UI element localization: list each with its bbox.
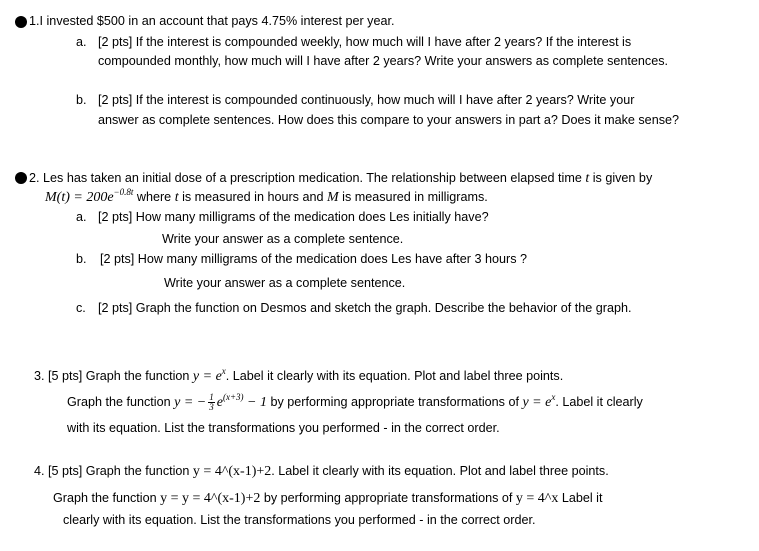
q4-line3: clearly with its equation. List the transformations you performed - in the correct order. xyxy=(63,513,536,527)
q3-eq1: $y = e^x$ xyxy=(192,366,226,384)
q1-b-label: b. xyxy=(76,93,87,107)
q2-b-text: [2 pts] How many milligrams of the medication does Les have after 3 hours ? xyxy=(100,252,527,266)
q2-var-M: M xyxy=(327,190,339,205)
bullet-dot-q2 xyxy=(15,172,27,184)
q3-line2-a: Graph the function xyxy=(67,395,171,409)
q4-line1 xyxy=(34,463,609,480)
q2-var-t: t xyxy=(585,171,590,186)
q3-line1-a: 3. [5 pts] Graph the function xyxy=(34,369,190,383)
q2-c-text: [2 pts] Graph the function on Desmos and sketch the graph. Describe the behavior of the graph. xyxy=(98,301,632,315)
q2-a-label: a. xyxy=(76,210,87,224)
q4-line2-a: Graph the function xyxy=(53,491,157,505)
q4-eq2: y = y = 4^(x-1)+2 xyxy=(160,491,261,506)
q2-formula: $M(t) = 200e^{-0.8t}$ xyxy=(45,187,134,205)
q3-line3: with its equation. List the transformations you performed - in the correct order. xyxy=(67,421,500,435)
q2-formula-exponent: −0.8t xyxy=(113,187,134,197)
q4-line1-a: 4. [5 pts] Graph the function xyxy=(34,464,190,478)
q2-b-label: b. xyxy=(76,252,87,266)
q2-var-t-2: t xyxy=(174,190,179,205)
q3-eq2: y = − $\frac{1}{3}$ $e^{(x+3)} - 1$ xyxy=(174,392,267,413)
q4-eq1: y = 4^(x-1)+2 xyxy=(192,464,272,479)
q1-number: 1. xyxy=(29,14,40,28)
q4-line2-c: Label it xyxy=(561,491,603,505)
q2-a-text: [2 pts] How many milligrams of the medication does Les initially have? xyxy=(98,210,489,224)
q2-c-label: c. xyxy=(76,301,86,315)
q1-a-label: a. xyxy=(76,35,87,49)
q1-b-line1: [2 pts] If the interest is compounded continuously, how much will I have after 2 years? Write your xyxy=(98,93,635,107)
q2-stem-line2 xyxy=(45,189,488,206)
q3-line2-c: . Label it clearly xyxy=(555,395,643,409)
q3-line2 xyxy=(67,392,643,413)
q3-eq3: $y = e^x$ xyxy=(522,392,556,410)
q1-a-line2: compounded monthly, how much will I have after 2 years? Write your answers as complete sentences. xyxy=(98,54,669,68)
q3-line2-b: by performing appropriate transformations of xyxy=(270,395,519,409)
q2-stem-text: Les has taken an initial dose of a prescription medication. The relationship between elapsed time xyxy=(43,171,582,185)
q4-line2 xyxy=(53,490,602,507)
q2-a-sub: Write your answer as a complete sentence. xyxy=(162,232,404,246)
bullet-dot-q1 xyxy=(15,16,27,28)
q2-hours-text: is measured in hours and xyxy=(182,190,324,204)
q2-number: 2. xyxy=(29,171,40,185)
q4-line2-b: by performing appropriate transformations of xyxy=(263,491,513,505)
q2-where: where xyxy=(136,190,172,204)
q2-mg-text: is measured in milligrams. xyxy=(342,190,488,204)
q4-line1-b: . Label it clearly with its equation. Plot and label three points. xyxy=(271,464,609,478)
q1-a-line1: [2 pts] If the interest is compounded weekly, how much will I have after 2 years? If the interest is xyxy=(98,35,632,49)
q3-line1 xyxy=(34,368,563,385)
q1-stem-text: I invested $500 in an account that pays 4.75% interest per year. xyxy=(39,14,395,28)
q3-line1-b: . Label it clearly with its equation. Plot and label three points. xyxy=(225,369,564,383)
q1-stem xyxy=(29,13,394,29)
q4-eq3: y = 4^x xyxy=(515,491,559,506)
q3-fraction: $\frac{1}{3}$ xyxy=(209,392,214,413)
q2-stem-end: is given by xyxy=(592,171,653,185)
q1-b-line2: answer as complete sentences. How does this compare to your answers in part a? Does it make sense? xyxy=(98,113,679,127)
q2-stem-line1 xyxy=(29,170,652,187)
q2-b-sub: Write your answer as a complete sentence. xyxy=(164,276,406,290)
